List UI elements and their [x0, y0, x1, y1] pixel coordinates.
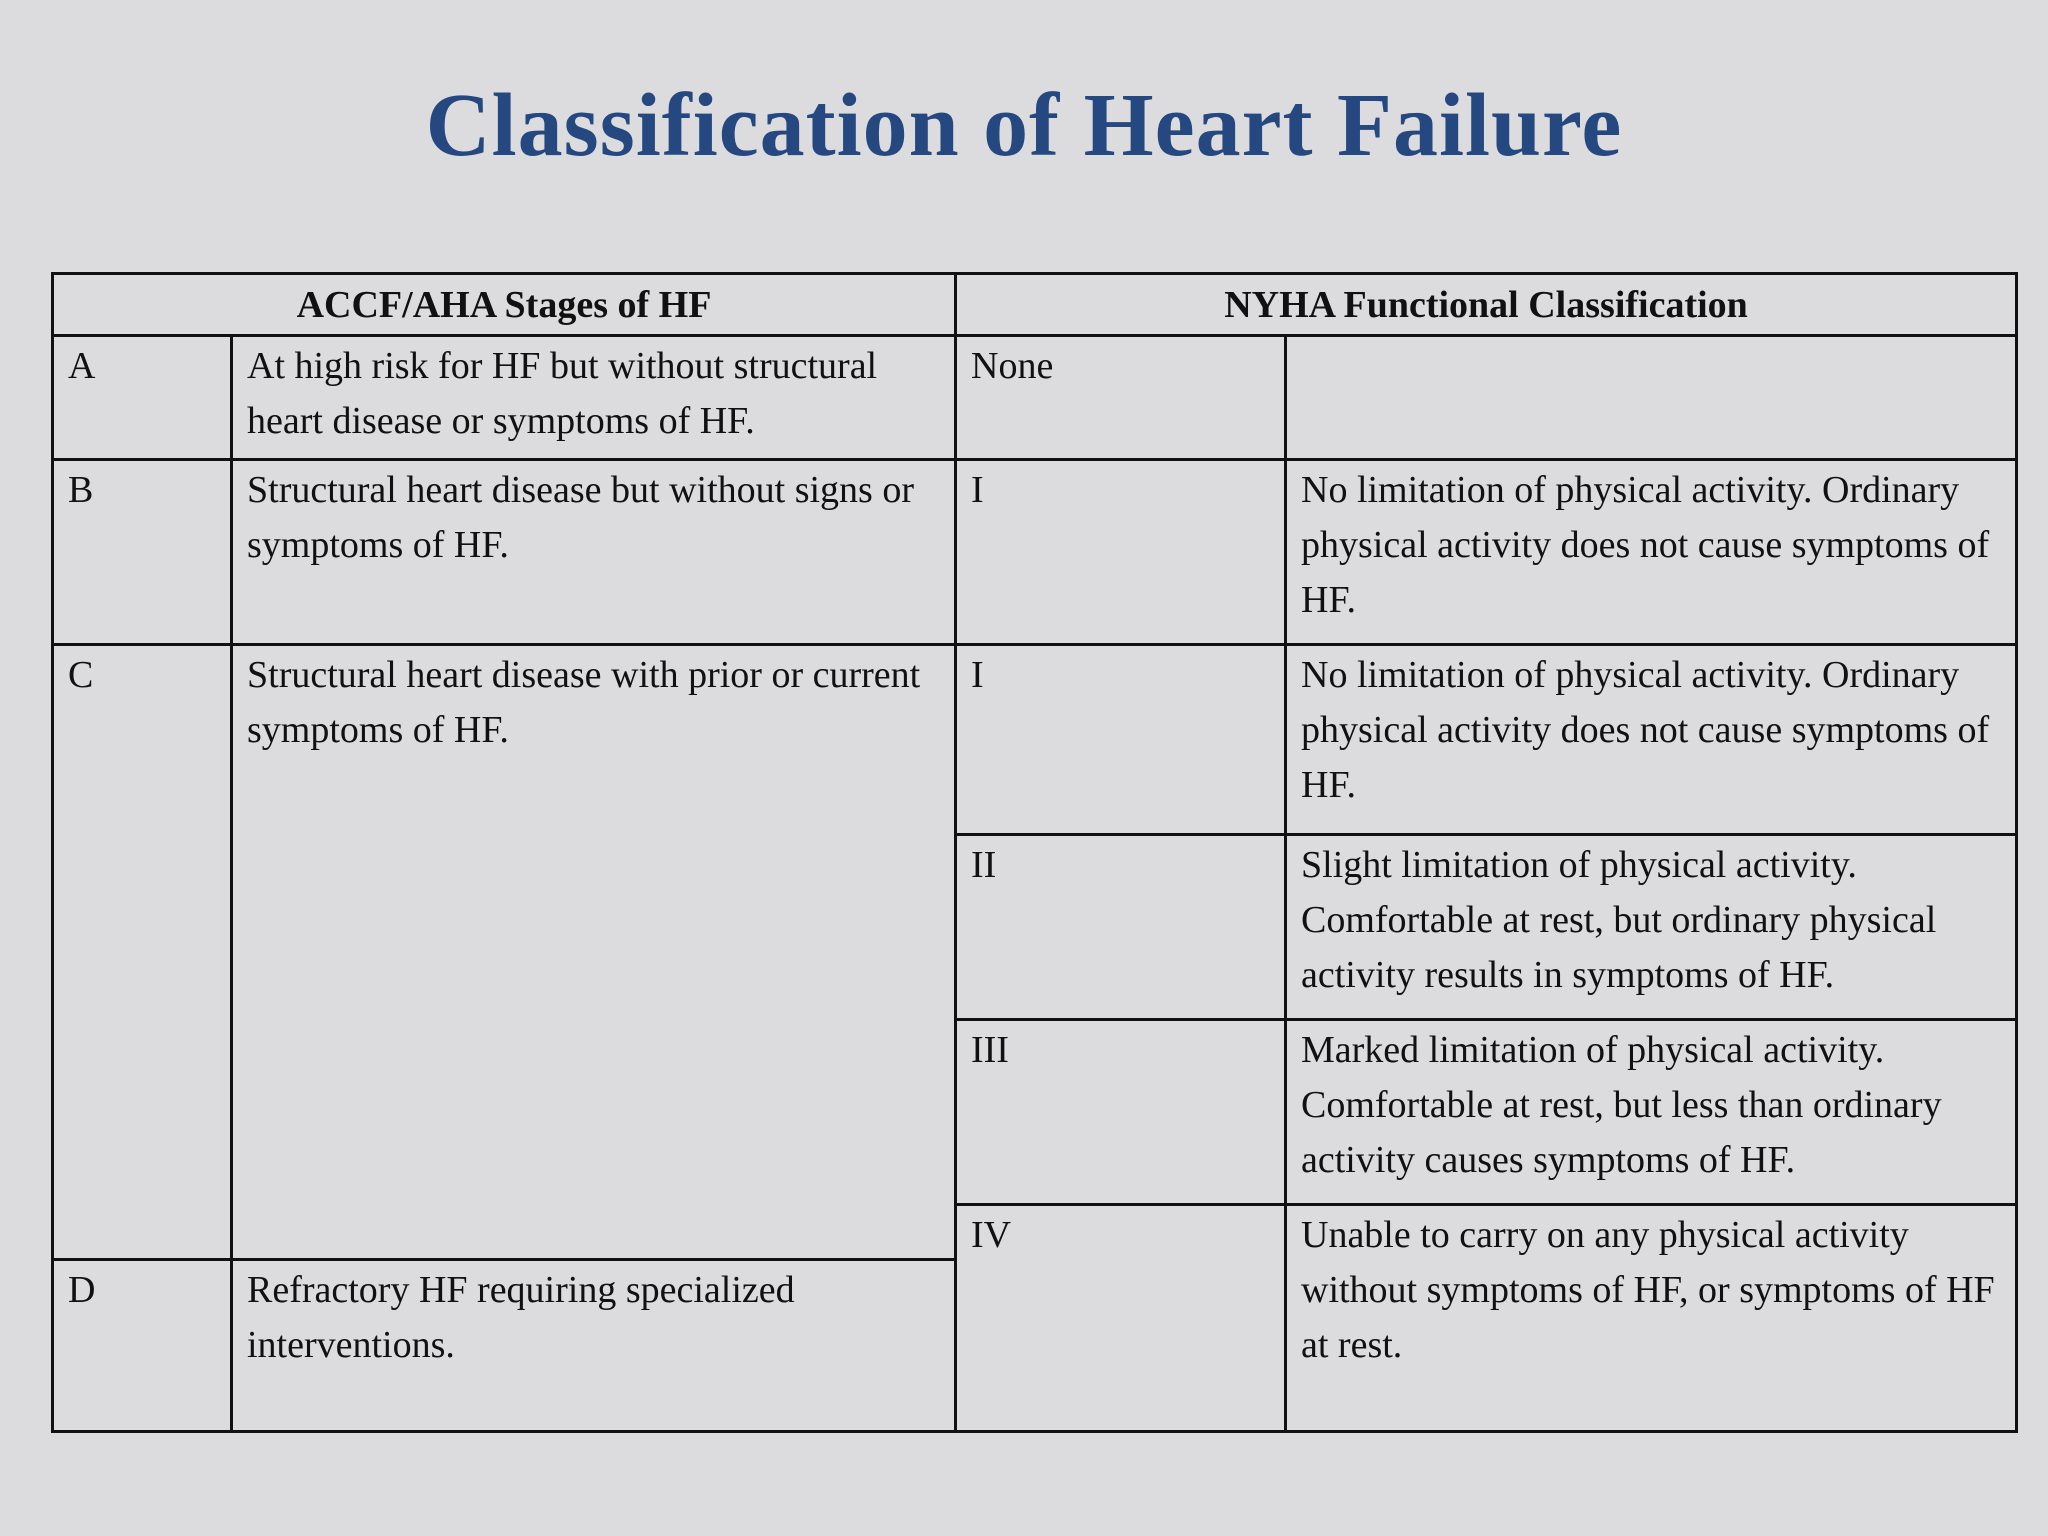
nyha-class-iv-label: IV — [956, 1205, 1286, 1432]
stage-b-label: B — [53, 460, 232, 645]
nyha-class-iii-label: III — [956, 1020, 1286, 1205]
stage-a-description: At high risk for HF but without structural heart disease or symptoms of HF. — [232, 336, 956, 460]
nyha-none-description — [1286, 336, 2017, 460]
nyha-class-iii-description: Marked limitation of physical activity. Comfortable at rest, but less than ordinary activity causes symptoms of HF. — [1286, 1020, 2017, 1205]
heart-failure-classification-table — [51, 272, 2018, 1433]
stage-c-label: C — [53, 645, 232, 1260]
table-header-row — [53, 274, 2017, 336]
table-row — [53, 460, 2017, 645]
page-title: Classification of Heart Failure — [425, 76, 1623, 175]
nyha-class-i-description: No limitation of physical activity. Ordinary physical activity does not cause symptoms of HF. — [1286, 460, 2017, 645]
stage-d-label: D — [53, 1260, 232, 1432]
nyha-class-i-description: No limitation of physical activity. Ordinary physical activity does not cause symptoms of HF. — [1286, 645, 2017, 835]
stage-c-description: Structural heart disease with prior or current symptoms of HF. — [232, 645, 956, 1260]
nyha-class-ii-label: II — [956, 835, 1286, 1020]
table-row — [53, 645, 2017, 835]
nyha-class-i-label: I — [956, 460, 1286, 645]
nyha-class-i-label: I — [956, 645, 1286, 835]
accf-aha-header: ACCF/AHA Stages of HF — [53, 274, 956, 336]
stage-b-description: Structural heart disease but without signs or symptoms of HF. — [232, 460, 956, 645]
stage-d-description: Refractory HF requiring specialized interventions. — [232, 1260, 956, 1432]
nyha-class-iv-description: Unable to carry on any physical activity without symptoms of HF, or symptoms of HF at rest. — [1286, 1205, 2017, 1432]
nyha-class-ii-description: Slight limitation of physical activity. Comfortable at rest, but ordinary physical activity results in symptoms of HF. — [1286, 835, 2017, 1020]
nyha-none-label: None — [956, 336, 1286, 460]
nyha-header: NYHA Functional Classification — [956, 274, 2017, 336]
stage-a-label: A — [53, 336, 232, 460]
table-row — [53, 336, 2017, 460]
